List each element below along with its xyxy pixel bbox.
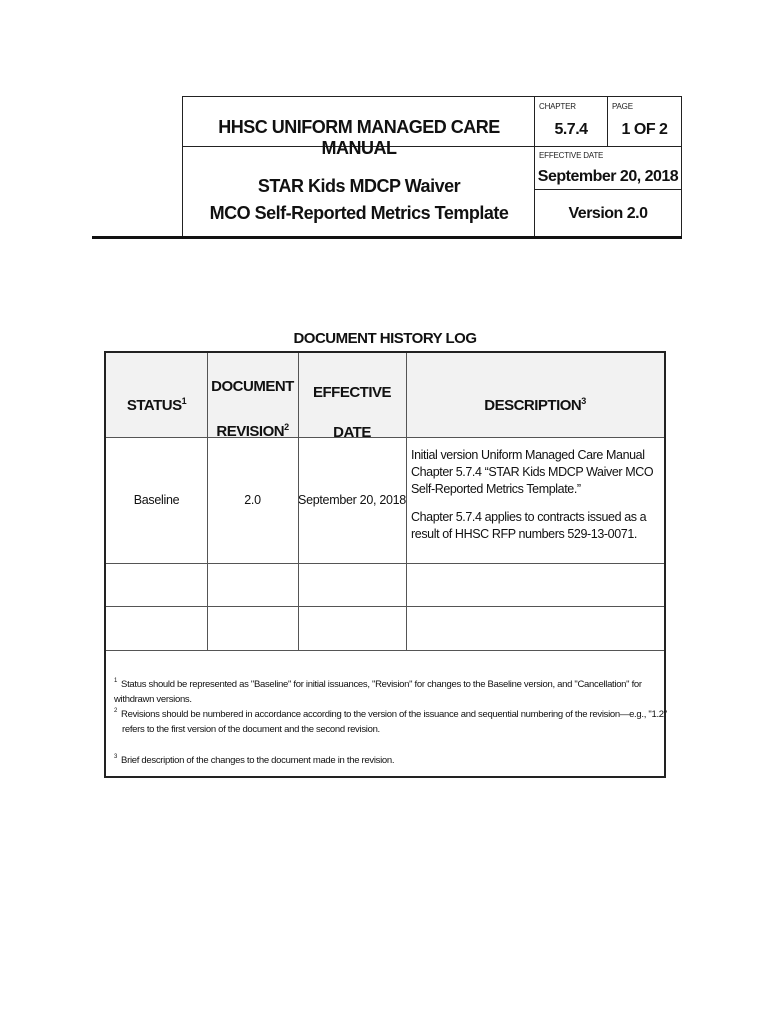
row-revision: 2.0	[244, 493, 261, 507]
footnote-3: $^3$ Brief description of the changes to the document made in the revision.	[114, 754, 395, 767]
column-header-status: STATUS$^1$	[126, 396, 187, 414]
description-paragraph-2: Chapter 5.7.4 applies to contracts issued as a result of HHSC RFP numbers 529-13-0071.	[411, 510, 647, 541]
page-label: PAGE	[612, 102, 633, 111]
version-label: Version 2.0	[568, 205, 648, 222]
chapter-value: 5.7.4	[554, 121, 588, 138]
history-log-title: DOCUMENT HISTORY LOG	[293, 330, 477, 347]
document-title	[183, 173, 535, 227]
footnote-1: $^1$ Status should be represented as "Baseline" for initial issuances, "Revision" for changes to the Baseline version, and "Cancellation" for withdrawn versions.	[114, 678, 642, 706]
chapter-label: CHAPTER	[539, 102, 576, 111]
header-divider	[92, 236, 682, 239]
history-log-table	[104, 351, 666, 778]
document-title-line-2: MCO Self-Reported Metrics Template	[209, 203, 509, 223]
column-header-revision: DOCUMENT REVISION$^2$	[211, 378, 294, 440]
row-description	[411, 447, 661, 554]
footnote-2: $^2$ Revisions should be numbered in accordance according to the version of the issuance and sequential numbering of the revision—e.g., "1.2" refers to the first version of the document and the second revision.	[114, 708, 667, 736]
effective-date-value: September 20, 2018	[537, 168, 679, 185]
effective-date-label: EFFECTIVE DATE	[539, 151, 604, 160]
description-paragraph-1: Initial version Uniform Managed Care Manual Chapter 5.7.4 “STAR Kids MDCP Waiver MCO Self-Reported Metrics Template.”	[411, 448, 654, 496]
row-effective-date: September 20, 2018	[298, 493, 406, 507]
manual-title: HHSC UNIFORM MANAGED CARE MANUAL	[218, 117, 500, 158]
row-status: Baseline	[133, 493, 180, 507]
document-header	[182, 96, 682, 238]
document-title-line-1: STAR Kids MDCP Waiver	[257, 176, 461, 196]
page-value: 1 OF 2	[621, 121, 668, 138]
column-header-description: DESCRIPTION$^3$	[484, 396, 586, 414]
column-header-effective-date: EFFECTIVE DATE	[312, 384, 391, 441]
